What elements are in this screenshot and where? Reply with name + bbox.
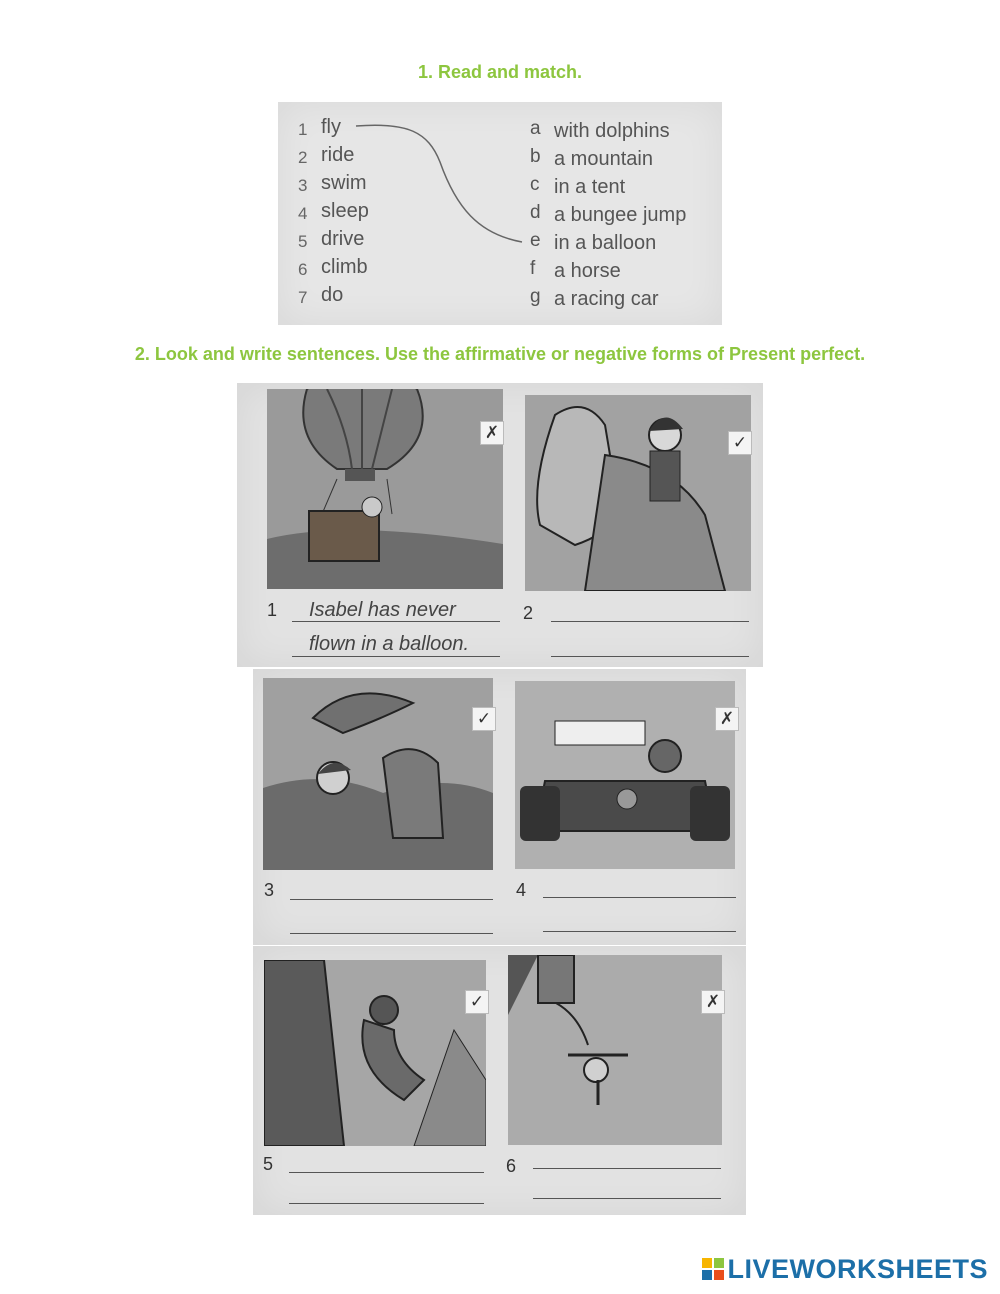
verb-word[interactable]: drive (321, 228, 365, 250)
picture-panel-3-4 (253, 669, 746, 945)
liveworksheets-logo (702, 1254, 988, 1284)
answer-line-6b[interactable] (533, 1198, 721, 1199)
phrase-letter: g (530, 286, 541, 307)
logo-icon (702, 1258, 724, 1280)
picture-panel-5-6 (253, 946, 746, 1215)
cross-mark: ✗ (701, 990, 725, 1014)
item-number: 6 (506, 1156, 517, 1176)
balloon-scene (267, 389, 503, 589)
phrase-letter: a (530, 118, 541, 139)
item-number: 1 (267, 600, 278, 620)
item-number: 5 (263, 1154, 274, 1174)
cross-mark: ✗ (715, 707, 739, 731)
answer-line (292, 656, 500, 657)
matching-exercise-image (278, 102, 722, 325)
phrase-text[interactable]: a racing car (554, 288, 659, 310)
item-number: 2 (523, 603, 534, 623)
logo-square (702, 1270, 712, 1280)
verb-word[interactable]: do (321, 284, 344, 306)
phrase-letter: b (530, 146, 541, 167)
example-answer-line-2: flown in a balloon. (309, 633, 470, 655)
verb-number: 5 (298, 232, 308, 251)
answer-line-5b[interactable] (289, 1203, 484, 1204)
answer-line-2b[interactable] (551, 656, 749, 657)
exercise-2-heading: 2. Look and write sentences. Use the affirmative or negative forms of Present perfect. (134, 344, 866, 364)
verb-number: 3 (298, 176, 308, 195)
exercise-1-heading: 1. Read and match. (417, 62, 583, 82)
bungee-jump-scene (508, 955, 722, 1145)
verb-number: 2 (298, 148, 308, 167)
answer-line-6a[interactable] (533, 1168, 721, 1169)
answer-line-2a[interactable] (551, 621, 749, 622)
verb-number: 6 (298, 260, 308, 279)
logo-square (714, 1270, 724, 1280)
verb-number: 7 (298, 288, 308, 307)
verb-word[interactable]: fly (321, 116, 341, 138)
verb-word[interactable]: swim (321, 172, 367, 194)
phrase-letter: c (530, 174, 540, 195)
verb-word[interactable]: climb (321, 256, 368, 278)
answer-line-4b[interactable] (543, 931, 736, 932)
answer-line-5a[interactable] (289, 1172, 484, 1173)
verb-number: 1 (298, 120, 308, 139)
phrase-letter: d (530, 202, 541, 223)
mountain-climbing-scene (264, 960, 486, 1146)
phrase-text[interactable]: in a tent (554, 176, 626, 198)
example-answer-line-1: Isabel has never (309, 599, 456, 621)
logo-text: LIVEWORKSHEETS (727, 1253, 988, 1284)
phrase-text[interactable]: with dolphins (554, 120, 670, 142)
tick-mark: ✓ (465, 990, 489, 1014)
phrase-text[interactable]: a mountain (554, 148, 653, 170)
verb-number: 4 (298, 204, 308, 223)
verb-word[interactable]: ride (321, 144, 355, 166)
phrase-letter: e (530, 230, 541, 251)
cross-mark: ✗ (480, 421, 504, 445)
racing-car-scene (515, 681, 735, 869)
logo-square (702, 1258, 712, 1268)
logo-square (714, 1258, 724, 1268)
horse-riding-scene (525, 395, 751, 591)
tick-mark: ✓ (728, 431, 752, 455)
answer-line-3a[interactable] (290, 899, 493, 900)
answer-line (292, 621, 500, 622)
dolphin-scene (263, 678, 493, 870)
picture-panel-1-2 (237, 383, 763, 667)
phrase-letter: f (530, 258, 536, 279)
tick-mark: ✓ (472, 707, 496, 731)
phrase-text[interactable]: in a balloon (554, 232, 657, 254)
verb-word[interactable]: sleep (321, 200, 369, 222)
item-number: 3 (264, 880, 275, 900)
answer-line-3b[interactable] (290, 933, 493, 934)
item-number: 4 (516, 880, 527, 900)
phrase-text[interactable]: a bungee jump (554, 204, 687, 226)
phrase-text[interactable]: a horse (554, 260, 621, 282)
answer-line-4a[interactable] (543, 897, 736, 898)
